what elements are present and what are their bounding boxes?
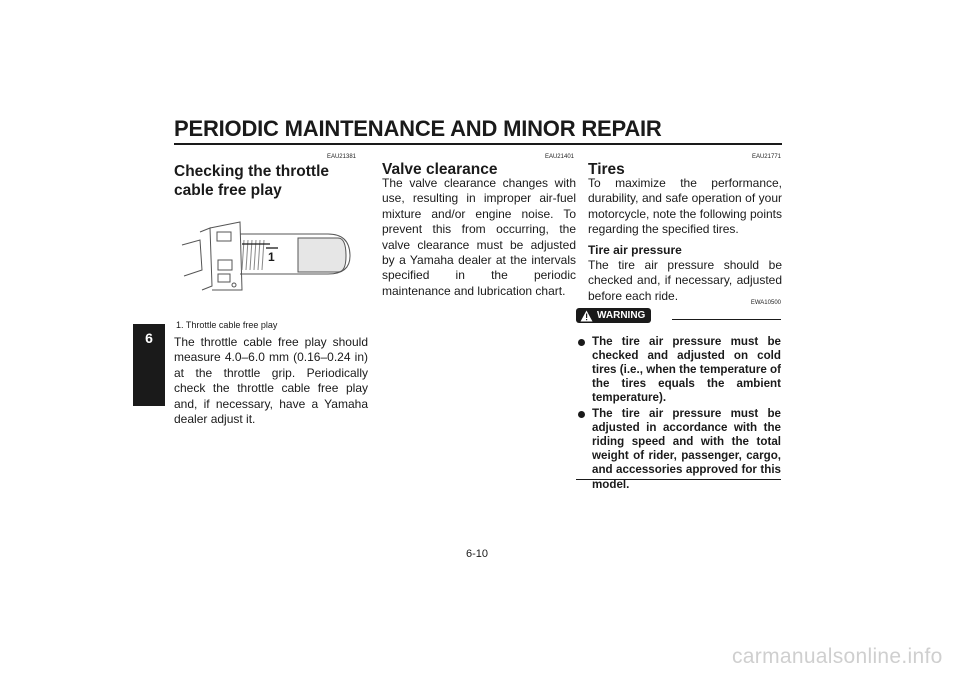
warning-badge xyxy=(576,308,651,323)
warning-item-text: The tire air pressure must be checked and adjusted on cold tires (i.e., when the temperature of the tires equals the ambient temperature). xyxy=(592,334,781,405)
watermark-text: carmanualsonline.info xyxy=(732,645,943,668)
warning-code: EWA10500 xyxy=(750,300,781,306)
header-rule xyxy=(174,143,782,145)
section-heading: Checking the throttle cable free play xyxy=(174,163,330,199)
section-code: EAU21381 xyxy=(326,154,356,160)
chapter-tab xyxy=(133,324,165,406)
page-header-title: PERIODIC MAINTENANCE AND MINOR REPAIR xyxy=(174,116,662,141)
warning-top-rule xyxy=(672,319,781,320)
warning-box xyxy=(576,308,781,493)
figure-callout: 1 xyxy=(268,250,275,264)
page-number: 6-10 xyxy=(466,548,489,560)
warning-label: WARNING xyxy=(597,310,646,321)
subsection-heading: Tire air pressure xyxy=(588,243,682,257)
figure-caption: 1. Throttle cable free play xyxy=(176,320,278,330)
warning-bottom-rule xyxy=(576,479,781,480)
section-code: EAU21401 xyxy=(544,154,574,160)
warning-triangle-icon xyxy=(580,310,593,322)
bullet-icon xyxy=(578,411,585,418)
section-body: The throttle cable free play should measure 4.0–6.0 mm (0.16–0.24 in) at the throttle grip. Periodically check the throttle cable free play and, if necessary, have a Yamaha dealer adjust it. xyxy=(174,335,368,427)
section-body: To maximize the performance, durability, and safe operation of your motorcycle, note the following points regarding the specified tires. xyxy=(588,176,782,237)
section-heading: Valve clearance xyxy=(382,161,498,178)
throttle-figure xyxy=(178,210,368,302)
warning-item xyxy=(576,335,781,406)
subsection-body: The tire air pressure should be checked and, if necessary, adjusted before each ride. xyxy=(588,258,782,303)
chapter-tab-number: 6 xyxy=(145,330,153,346)
section-body: The valve clearance changes with use, resulting in improper air-fuel mixture and/or engine noise. To prevent this from occurring, the valve clearance must be adjusted by a Yamaha dealer at the intervals specified in the periodic maintenance and lubrication chart. xyxy=(382,176,576,298)
section-code: EAU21771 xyxy=(751,154,781,160)
warning-item-text: The tire air pressure must be adjusted in accordance with the riding speed and with the total weight of rider, passenger, cargo, and accessories approved for this model. xyxy=(592,406,781,491)
warning-list xyxy=(576,335,781,492)
bullet-icon xyxy=(578,339,585,346)
section-heading: Tires xyxy=(588,161,625,178)
